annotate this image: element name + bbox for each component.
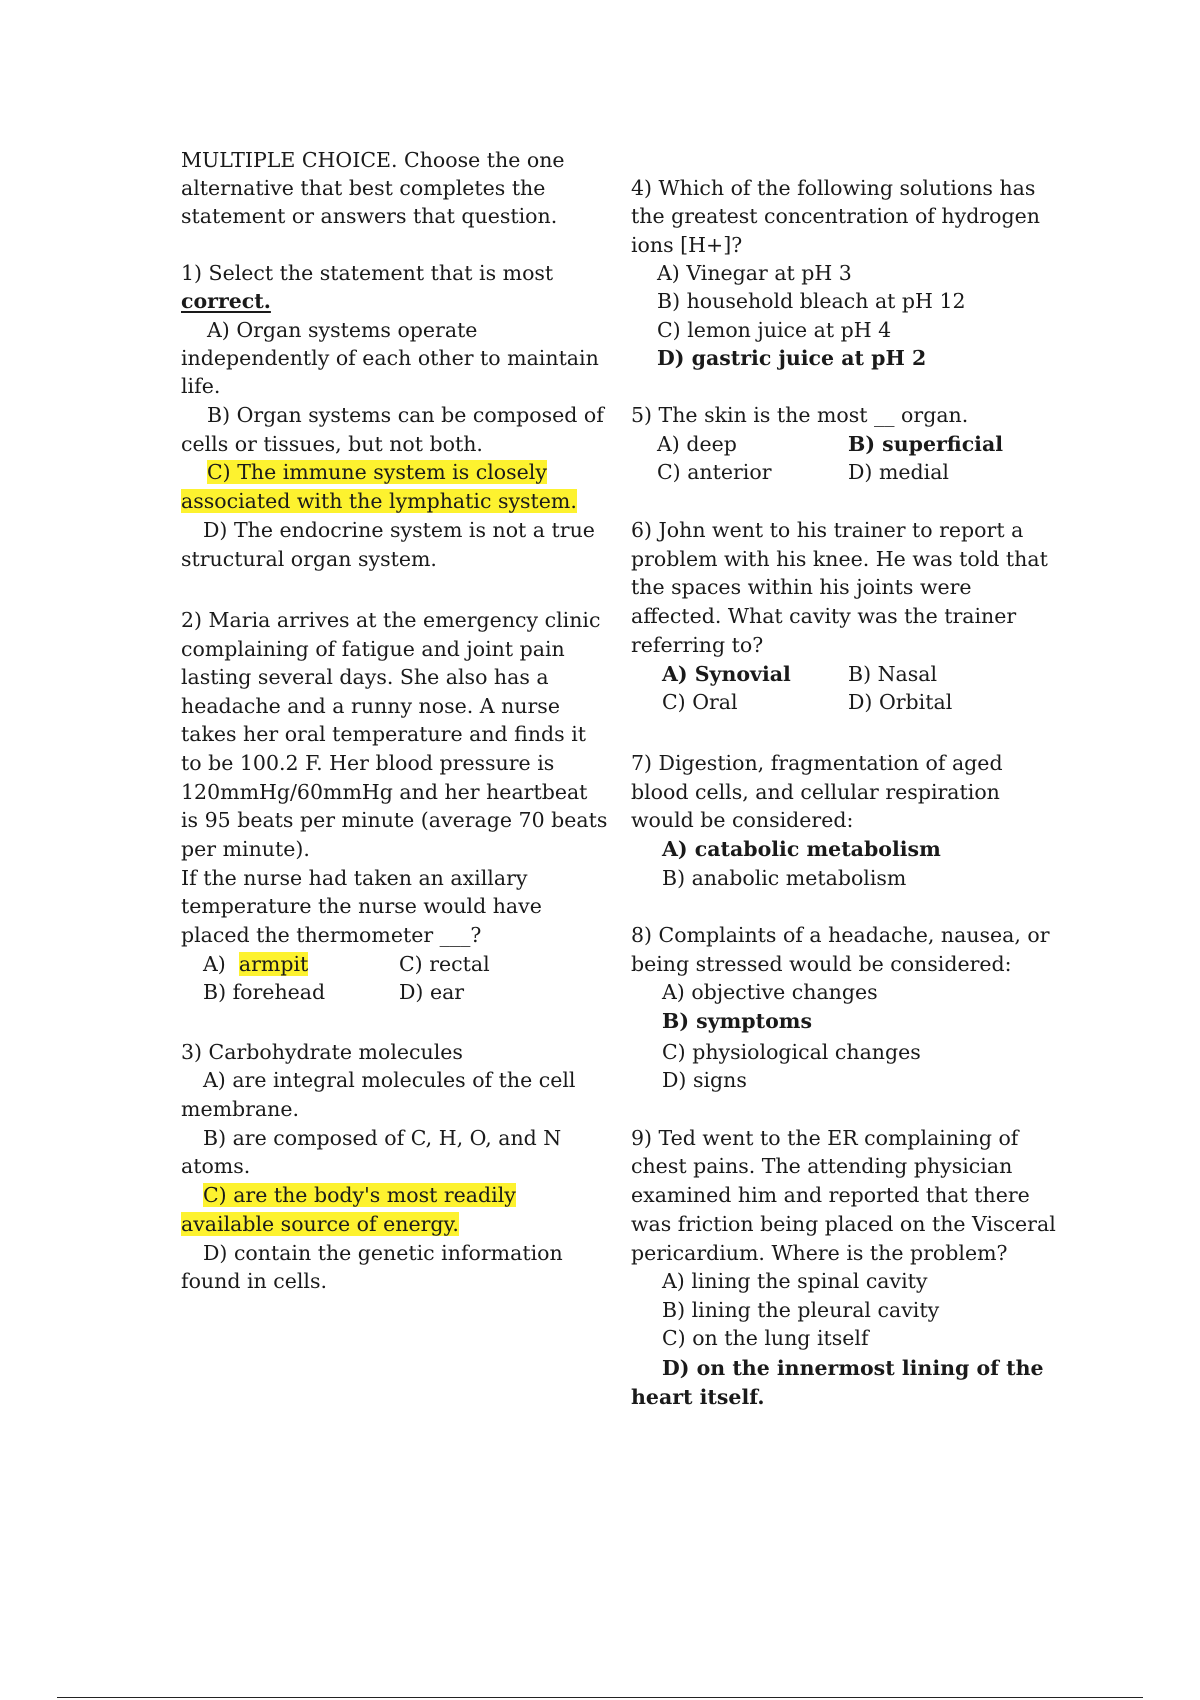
footer-rule <box>57 1697 1143 1698</box>
option-d-cont: structural organ system. <box>181 547 437 571</box>
question-stem: being stressed would be considered: <box>631 952 1012 976</box>
option-b: B) anabolic metabolism <box>662 866 907 890</box>
option-b: B) lining the pleural cavity <box>662 1298 940 1322</box>
option-d-answer-cont: heart itself. <box>631 1385 765 1409</box>
question-stem: the spaces within his joints were <box>631 575 972 599</box>
option-d: D) ear <box>399 980 465 1004</box>
option-c-highlighted-cont <box>181 487 577 515</box>
question-stem: 1) Select the statement that is most <box>181 261 554 285</box>
option-d-answer: D) gastric juice at pH 2 <box>657 346 927 370</box>
option-c: C) physiological changes <box>662 1040 921 1064</box>
option-d: D) contain the genetic information <box>203 1241 563 1265</box>
option-d-answer: D) on the innermost lining of the <box>662 1356 1044 1380</box>
option-c: C) anterior <box>657 460 772 484</box>
option-a <box>203 950 308 978</box>
option-d: D) medial <box>848 460 949 484</box>
question-stem: was friction being placed on the Visceral <box>631 1212 1056 1236</box>
question-stem: 8) Complaints of a headache, nausea, or <box>631 923 1050 947</box>
question-stem: lasting several days. She also has a <box>181 665 549 689</box>
question-stem: chest pains. The attending physician <box>631 1154 1013 1178</box>
option-c: C) rectal <box>399 952 490 976</box>
option-b-cont: cells or tissues, but not both. <box>181 432 483 456</box>
question-stem: 2) Maria arrives at the emergency clinic <box>181 608 601 632</box>
question-stem: per minute). <box>181 837 310 861</box>
question-stem: 5) The skin is the most __ organ. <box>631 403 969 427</box>
option-a: A) objective changes <box>662 980 878 1004</box>
option-b: B) Nasal <box>848 662 938 686</box>
question-stem: takes her oral temperature and finds it <box>181 722 587 746</box>
question-stem: 7) Digestion, fragmentation of aged <box>631 751 1003 775</box>
option-d: D) signs <box>662 1068 747 1092</box>
question-stem: is 95 beats per minute (average 70 beats <box>181 808 608 832</box>
question-stem: the greatest concentration of hydrogen <box>631 204 1040 228</box>
option-c-highlighted <box>207 458 547 486</box>
option-d-cont: found in cells. <box>181 1269 328 1293</box>
highlight: C) are the body's most readily <box>203 1183 516 1207</box>
question-stem: blood cells, and cellular respiration <box>631 780 1000 804</box>
option-c: C) on the lung itself <box>662 1326 869 1350</box>
question-stem: referring to? <box>631 633 764 657</box>
option-a: A) are integral molecules of the cell <box>203 1068 576 1092</box>
option-b: B) Organ systems can be composed of <box>207 403 604 427</box>
question-stem-emphasis: correct. <box>181 289 271 313</box>
question-stem: problem with his knee. He was told that <box>631 547 1048 571</box>
option-c-highlighted <box>203 1181 516 1209</box>
option-b-answer: B) superficial <box>848 432 1004 456</box>
option-b: B) household bleach at pH 12 <box>657 289 966 313</box>
question-stem: examined him and reported that there <box>631 1183 1030 1207</box>
question-stem: pericardium. Where is the problem? <box>631 1241 1008 1265</box>
highlight: available source of energy. <box>181 1212 459 1236</box>
instructions-line: MULTIPLE CHOICE. Choose the one <box>181 148 565 172</box>
option-a-answer: A) Synovial <box>662 662 791 686</box>
option-a: A) lining the spinal cavity <box>662 1269 928 1293</box>
option-a-cont: membrane. <box>181 1097 300 1121</box>
option-a-answer: A) catabolic metabolism <box>662 837 941 861</box>
question-stem: 4) Which of the following solutions has <box>631 176 1036 200</box>
question-stem: 9) Ted went to the ER complaining of <box>631 1126 1019 1150</box>
option-a: A) deep <box>657 432 737 456</box>
question-stem: 120mmHg/60mmHg and her heartbeat <box>181 780 588 804</box>
option-d: D) Orbital <box>848 690 953 714</box>
highlight: armpit <box>238 952 309 976</box>
instructions-line: statement or answers that question. <box>181 204 558 228</box>
question-stem: If the nurse had taken an axillary <box>181 866 528 890</box>
instructions-line: alternative that best completes the <box>181 176 546 200</box>
question-stem: affected. What cavity was the trainer <box>631 604 1017 628</box>
option-letter: A) <box>203 952 226 976</box>
option-c: C) Oral <box>662 690 738 714</box>
question-stem: would be considered: <box>631 808 854 832</box>
option-a-cont: life. <box>181 374 221 398</box>
highlight: C) The immune system is closely <box>207 460 547 484</box>
option-a: A) Organ systems operate <box>207 318 478 342</box>
highlight: associated with the lymphatic system. <box>181 489 577 513</box>
question-stem: 6) John went to his trainer to report a <box>631 518 1024 542</box>
question-stem: complaining of fatigue and joint pain <box>181 637 565 661</box>
option-b: B) forehead <box>203 980 326 1004</box>
option-c-highlighted-cont <box>181 1210 459 1238</box>
option-b: B) are composed of C, H, O, and N <box>203 1126 562 1150</box>
question-stem: to be 100.2 F. Her blood pressure is <box>181 751 555 775</box>
option-d: D) The endocrine system is not a true <box>203 518 595 542</box>
option-b-answer: B) symptoms <box>662 1009 813 1033</box>
question-stem: placed the thermometer ___? <box>181 923 482 947</box>
option-b-cont: atoms. <box>181 1154 251 1178</box>
question-stem: ions [H+]? <box>631 233 743 257</box>
question-stem: headache and a runny nose. A nurse <box>181 694 560 718</box>
question-stem: temperature the nurse would have <box>181 894 542 918</box>
question-stem: 3) Carbohydrate molecules <box>181 1040 463 1064</box>
option-a: A) Vinegar at pH 3 <box>657 261 852 285</box>
option-a-cont: independently of each other to maintain <box>181 346 599 370</box>
option-c: C) lemon juice at pH 4 <box>657 318 892 342</box>
